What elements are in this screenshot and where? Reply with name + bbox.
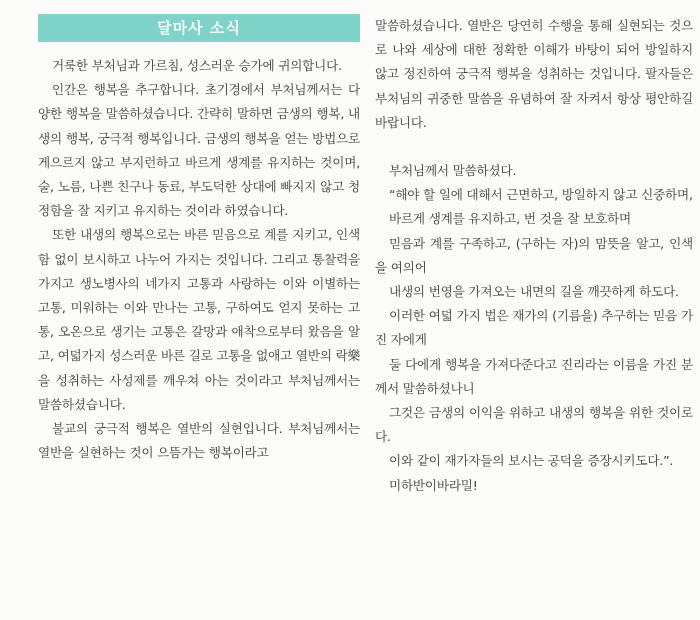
section-title: 달마사 소식 xyxy=(157,19,241,37)
paragraph-continuation: 말씀하셨습니다. 열반은 당연히 수행을 통해 실현되는 것으로 나와 세상에 대한 정확한 이해가 바탕이 되어 방일하지 않고 정진하여 궁극적 행복을 성취하는 것입니다. 팔자들은 부처님의 귀중한 말씀을 유념하여 잘 자켜서 항상 평안하길 바랍니다. xyxy=(375,18,693,130)
verse-line-8: 이와 같이 재가자들의 보시는 공덕을 증장시키도다.”. xyxy=(389,453,674,469)
paragraph-ultimate-happiness: 불교의 궁극적 행복은 열반의 실현입니다. 부처님께서는 열반을 실현하는 것이 으뜸가는 행복이라고 xyxy=(38,421,360,461)
verse-line-6: 둘 다에게 행복을 가져다준다고 진리라는 이름을 가진 분께서 말씀하셨나니 xyxy=(375,356,693,396)
verse-line-2: 바르게 생계를 유지하고, 번 것을 잘 보호하며 xyxy=(389,211,632,227)
paragraph-happiness-intro: 인간은 행복을 추구합니다. 초기경에서 부처님께서는 다양한 행복을 말씀하셨습니다. 간략히 말하면 금생의 행복, 내생의 행복, 궁극적 행복입니다. 금생의 행복을 얻는 방법으로 게으르지 않고 부지런하고 바르게 생계를 유지하는 것이며, 술, 노름, 나쁜 친구나 동료, 부도덕한 상대에 빠지지 않고 청정함을 잘 지키고 유지하는 것이라 하였습니다. xyxy=(38,82,360,219)
right-column xyxy=(375,14,693,498)
verse-line-5: 이러한 여덟 가지 법은 재가의 (기름을) 추구하는 믿음 가진 자에게 xyxy=(375,308,693,348)
verse-line-4: 내생의 번영을 가져오는 내면의 길을 깨끗하게 하도다. xyxy=(389,284,679,300)
verse-line-1: “해야 할 일에 대해서 근면하고, 방일하지 않고 신중하며, xyxy=(389,187,693,203)
verse-line-7: 그것은 금생의 이익을 위하고 내생의 행복을 위한 것이로다. xyxy=(375,405,693,445)
verse-intro: 부처님께서 말씀하셨다. xyxy=(389,163,517,179)
paragraph-refuge: 거룩한 부처님과 가르침, 성스러운 승가에 귀의합니다. xyxy=(52,58,342,73)
verse-line-3: 믿음과 계를 구족하고, (구하는 자)의 맘뜻을 알고, 인색을 여의어 xyxy=(375,235,693,275)
section-title-banner xyxy=(38,14,360,42)
closing-blessing: 미하반이바라밀! xyxy=(389,477,478,493)
paragraph-gap xyxy=(375,135,693,159)
paragraph-next-life-happiness: 또한 내생의 행복으로는 바른 믿음으로 계를 지키고, 인색함 없이 보시하고 나누어 가지는 것입니다. 그리고 통찰력을 가지고 생노병사의 네가지 고통과 사랑하는 이와 이별하는 고통, 미워하는 이와 만나는 고통, 구하여도 얻지 못하는 고통, 오온으로 생기는 고통은 갈망과 애착으로부터 왔음을 알고, 여덟가지 성스러운 바른 길로 고통을 없애고 열반의 락樂을 성취하는 사성제를 깨우쳐 아는 것이라고 부처님께서는 말씀하셨습니다. xyxy=(38,227,360,412)
left-column xyxy=(38,14,360,465)
